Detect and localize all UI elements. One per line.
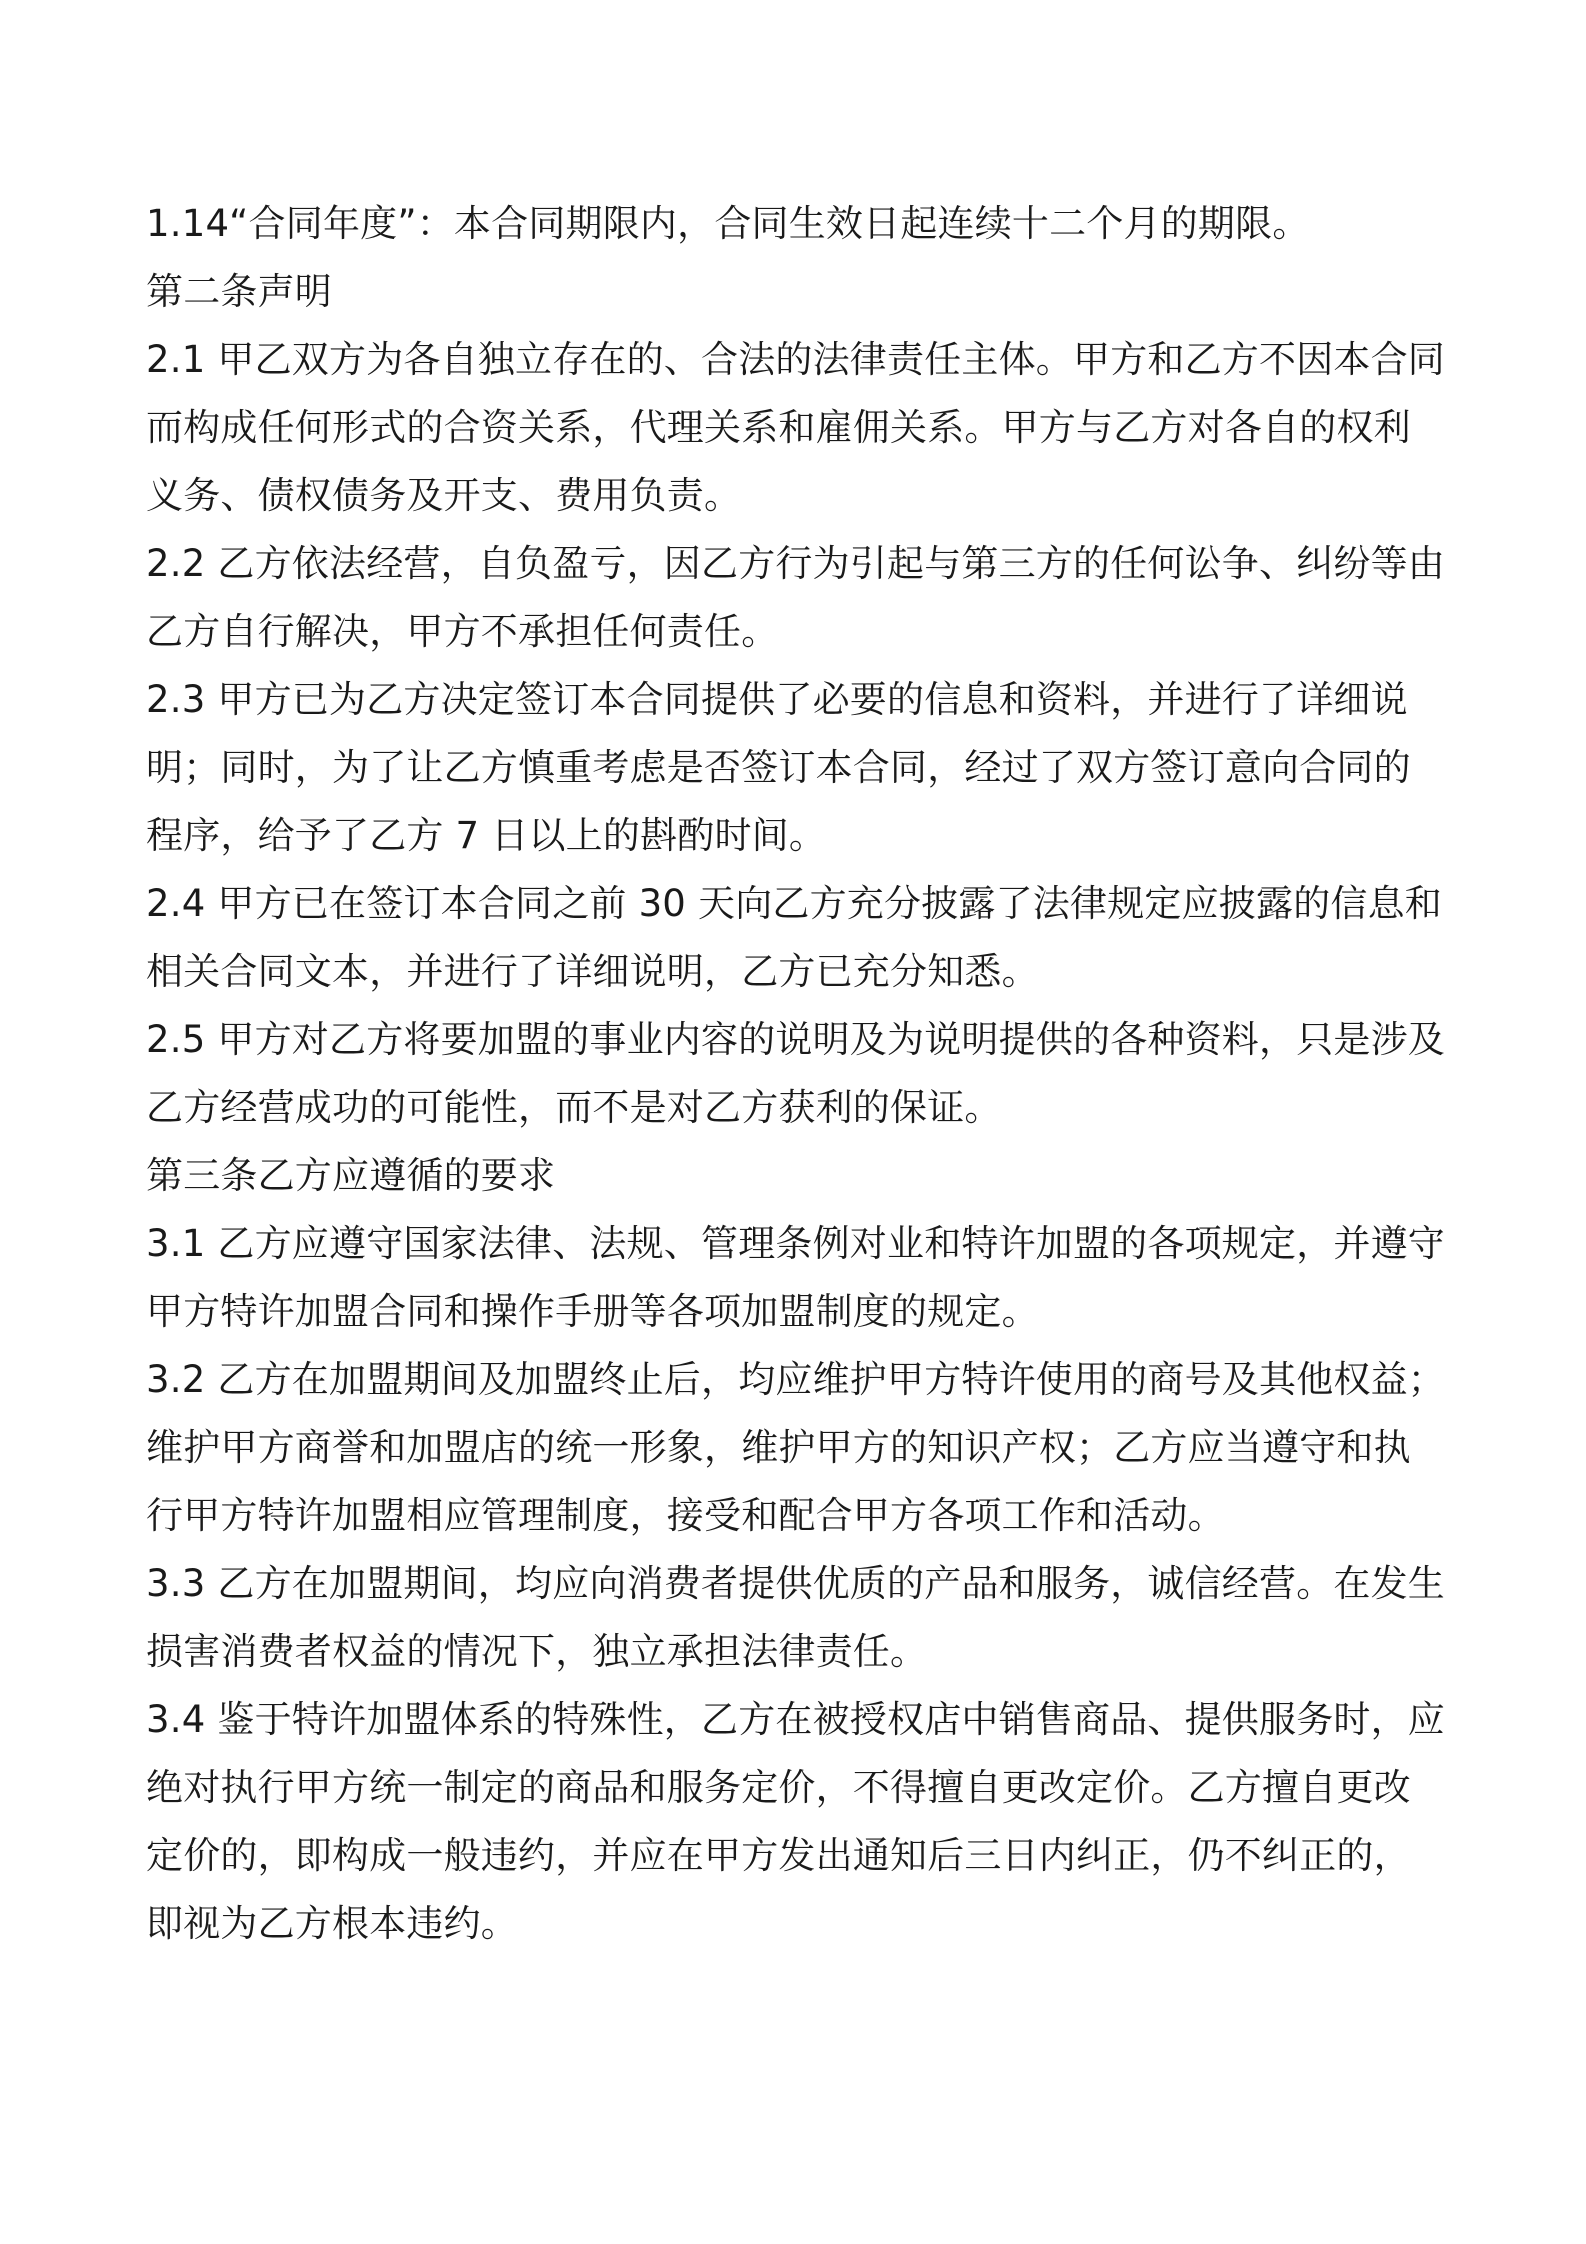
text-line: 维护甲方商誉和加盟店的统一形象，维护甲方的知识产权；乙方应当遵守和执: [146, 1426, 1411, 1469]
text-line: 3.3 乙方在加盟期间，均应向消费者提供优质的产品和服务，诚信经营。在发生: [146, 1562, 1446, 1605]
text-line: 3.4 鉴于特许加盟体系的特殊性，乙方在被授权店中销售商品、提供服务时，应: [146, 1698, 1446, 1741]
text-line: 定价的，即构成一般违约，并应在甲方发出通知后三日内纠正，仍不纠正的，: [146, 1834, 1411, 1877]
contract-paragraph: [146, 1142, 1446, 1210]
contract-paragraph: [146, 1346, 1446, 1550]
text-line: 3.2 乙方在加盟期间及加盟终止后，均应维护甲方特许使用的商号及其他权益；: [146, 1358, 1446, 1401]
text-line: 第二条声明: [146, 270, 332, 313]
text-line: 2.3 甲方已为乙方决定签订本合同提供了必要的信息和资料，并进行了详细说: [146, 678, 1408, 721]
text-line: 1.14“合同年度”：本合同期限内，合同生效日起连续十二个月的期限。: [146, 202, 1310, 245]
text-line: 2.1 甲乙双方为各自独立存在的、合法的法律责任主体。甲方和乙方不因本合同: [146, 338, 1446, 381]
contract-paragraph: [146, 1550, 1446, 1686]
text-line: 即视为乙方根本违约。: [146, 1902, 518, 1945]
text-line: 3.1 乙方应遵守国家法律、法规、管理条例对业和特许加盟的各项规定，并遵守: [146, 1222, 1446, 1265]
text-line: 程序，给予了乙方 7 日以上的斟酌时间。: [146, 814, 827, 857]
text-line: 乙方经营成功的可能性，而不是对乙方获利的保证。: [146, 1086, 1002, 1129]
contract-paragraph: [146, 1006, 1446, 1142]
text-line: 2.2 乙方依法经营，自负盈亏，因乙方行为引起与第三方的任何讼争、纠纷等由: [146, 542, 1446, 585]
text-line: 第三条乙方应遵循的要求: [146, 1154, 556, 1197]
text-line: 行甲方特许加盟相应管理制度，接受和配合甲方各项工作和活动。: [146, 1494, 1225, 1537]
text-line: 乙方自行解决，甲方不承担任何责任。: [146, 610, 779, 653]
text-line: 损害消费者权益的情况下，独立承担法律责任。: [146, 1630, 928, 1673]
contract-paragraph: [146, 1686, 1446, 1958]
text-line: 义务、债权债务及开支、费用负责。: [146, 474, 742, 517]
contract-body: [146, 190, 1446, 1958]
contract-paragraph: [146, 666, 1446, 870]
text-line: 2.4 甲方已在签订本合同之前 30 天向乙方充分披露了法律规定应披露的信息和: [146, 882, 1443, 925]
contract-paragraph: [146, 1210, 1446, 1346]
text-line: 甲方特许加盟合同和操作手册等各项加盟制度的规定。: [146, 1290, 1039, 1333]
contract-paragraph: [146, 530, 1446, 666]
text-line: 相关合同文本，并进行了详细说明，乙方已充分知悉。: [146, 950, 1039, 993]
contract-paragraph: [146, 870, 1446, 1006]
contract-paragraph: [146, 326, 1446, 530]
text-line: 而构成任何形式的合资关系，代理关系和雇佣关系。甲方与乙方对各自的权利: [146, 406, 1411, 449]
text-line: 明；同时，为了让乙方慎重考虑是否签订本合同，经过了双方签订意向合同的: [146, 746, 1411, 789]
contract-paragraph: [146, 190, 1446, 258]
text-line: 绝对执行甲方统一制定的商品和服务定价，不得擅自更改定价。乙方擅自更改: [146, 1766, 1411, 1809]
text-line: 2.5 甲方对乙方将要加盟的事业内容的说明及为说明提供的各种资料，只是涉及: [146, 1018, 1446, 1061]
contract-paragraph: [146, 258, 1446, 326]
